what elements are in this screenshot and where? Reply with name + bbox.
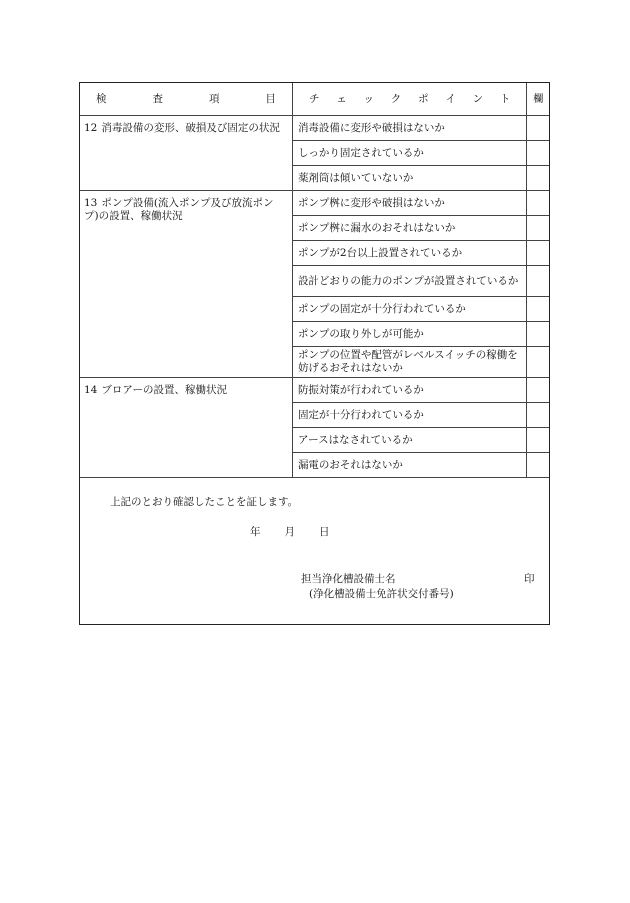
check-mark-cell[interactable] [527,453,549,478]
header-mark-column: 欄 [527,83,549,116]
check-mark-cell[interactable] [527,216,549,241]
header-item-char: 目 [265,92,276,105]
check-mark-cell[interactable] [527,322,549,347]
date-day-label: 日 [319,526,330,538]
check-mark-cell[interactable] [527,347,549,378]
header-item-char: 項 [208,92,220,105]
table-row [80,191,549,216]
header-check-char: イ [445,92,456,105]
inspection-table [80,83,549,478]
check-point: ポンプ桝に変形や破損はないか [292,191,526,216]
check-point: 漏電のおそれはないか [292,453,526,478]
inspector-name-label: 担当浄化槽設備士名 [301,573,396,585]
seal-mark: 印 [524,573,535,585]
inspection-item-13 [80,191,292,378]
item-number: 14 [84,384,98,396]
check-point: 設計どおりの能力のポンプが設置されているか [292,266,526,297]
check-mark-cell[interactable] [527,116,549,141]
header-check-char: ク [390,92,402,105]
header-inspection-item [80,83,292,116]
check-point: 消毒設備に変形や破損はないか [292,116,526,141]
license-number-label: (浄化槽設備士免許状交付番号) [309,588,454,600]
check-mark-cell[interactable] [527,141,549,166]
item-number: 13 [84,197,98,209]
date-line [250,524,354,539]
certification-section [80,478,549,630]
check-point: 薬剤筒は傾いていないか [292,166,526,191]
certification-statement: 上記のとおり確認したことを証します。 [110,496,299,508]
table-row [80,378,549,403]
header-check-char: ポ [418,92,429,105]
header-check-point [292,83,526,116]
item-title: 消毒設備の変形、破損及び固定の状況 [101,122,280,134]
check-point: ポンプの固定が十分行われているか [292,297,526,322]
check-point: 防振対策が行われているか [292,378,526,403]
header-check-char: ェ [336,92,347,105]
check-point: ポンプ桝に漏水のおそれはないか [292,216,526,241]
item-title: ブロアーの設置、稼働状況 [101,384,228,396]
header-item-char: 検 [96,92,107,105]
date-year-label: 年 [250,526,261,538]
inspection-item-14 [80,378,292,478]
header-check-char: ッ [363,92,374,105]
check-point: アースはなされているか [292,428,526,453]
check-mark-cell[interactable] [527,191,549,216]
header-check-char: ト [499,92,511,105]
header-item-char: 査 [152,92,163,105]
check-point: ポンプが2台以上設置されているか [292,241,526,266]
check-mark-cell[interactable] [527,297,549,322]
check-point: しっかり固定されているか [292,141,526,166]
check-point: ポンプの位置や配管がレベルスイッチの稼働を妨げるおそれはないか [292,347,526,378]
check-point: 固定が十分行われているか [292,403,526,428]
check-mark-cell[interactable] [527,266,549,297]
table-row [80,116,549,141]
header-check-char: ン [472,92,484,105]
date-month-label: 月 [284,526,295,538]
check-mark-cell[interactable] [527,241,549,266]
check-mark-cell[interactable] [527,166,549,191]
check-point: ポンプの取り外しが可能か [292,322,526,347]
inspection-item-12 [80,116,292,191]
check-mark-cell[interactable] [527,378,549,403]
item-title: ポンプ設備(流入ポンプ及び放流ポンプ)の設置、稼働状況 [84,197,274,222]
check-mark-cell[interactable] [527,428,549,453]
item-number: 12 [84,122,98,134]
check-mark-cell[interactable] [527,403,549,428]
table-header-row [80,83,549,116]
inspection-form [79,82,550,625]
header-check-char: チ [308,92,320,105]
